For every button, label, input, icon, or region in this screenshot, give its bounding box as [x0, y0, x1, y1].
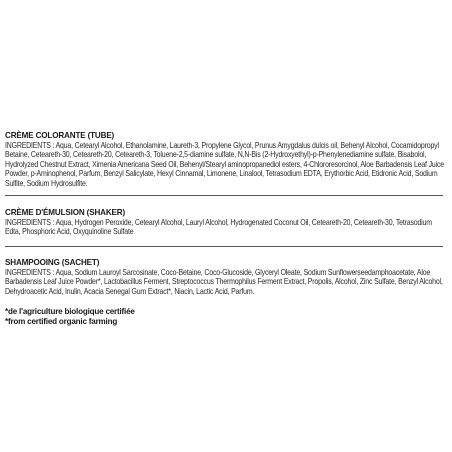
section-developer-cream	[5, 208, 445, 237]
section-title: CRÈME COLORANTE (TUBE)	[5, 131, 115, 140]
footnote-french: *de l'agriculture biologique certifiée	[5, 306, 135, 316]
section-shampoo	[5, 258, 445, 297]
section-title: SHAMPOOING (SACHET)	[5, 258, 100, 268]
ingredients-list: INGREDIENTS : Aqua, Hydrogen Peroxide, Cetearyl Alcohol, Lauryl Alcohol, Hydrogenated Coconut Oil, Ceteareth-20, Ceteareth-30, Tetrasodium Edta, Phosphoric Acid, Oxyquinoline Sulfate	[5, 217, 432, 237]
ingredients-document	[5, 131, 445, 326]
footnotes	[5, 307, 445, 326]
footnote-english: *from certified organic farming	[5, 316, 118, 326]
ingredients-list: INGREDIENTS : Aqua, Cetearyl Alcohol, Ethanolamine, Laureth-3, Propylene Glycol, Prunus Amygdalus dulcis oil, Behenyl Alcohol, Cocamidopropyl Betaine, Ceteareth-30, Ceteareth-20, Ceteareth-3, Toluene-2,5-diamine sulfate, N,N-Bis (2-Hydroxyethyl)-p-Phenylenediamine sulfate, Bisabolol, Hydrolyzed Chestnut Extract, Ximenia Americana Seed Oil, Behenyl/Stearyl aminopropanediol esters, 4-Chlororesorcinol, Aloe Barbadensis Leaf Juice Powder, p-Aminophenol, Parfum, Benzyl Salicylate, Hexyl Cinnamal, Limonene, Linalool, Tetrasodium EDTA, Erythorbic Acid, Etidronic Acid, Sodium Sulfite, Sodium Hydrosulfite.	[5, 140, 444, 188]
section-title: CRÈME D'ÉMULSION (SHAKER)	[5, 207, 126, 217]
section-divider	[5, 195, 443, 196]
section-coloring-cream	[5, 131, 445, 189]
ingredients-list: INGREDIENTS : Aqua, Sodium Lauroyl Sarcosinate, Coco-Betaine, Coco-Glucoside, Glyceryl Oleate, Sodium Sunflowerseedamphoacetate, Aloe Barbadensis Leaf Juice Powder*, Lactobacillus Ferment, Streptococcus Thermophilus Ferment Extract, Propolis, Alcohol, Zinc Sulfate, Benzyl Alcohol, Dehydroacetic Acid, Inulin, Acacia Senegal Gum Extract*, Niacin, Lactic Acid, Parfum.	[5, 267, 443, 296]
section-divider	[5, 246, 443, 247]
